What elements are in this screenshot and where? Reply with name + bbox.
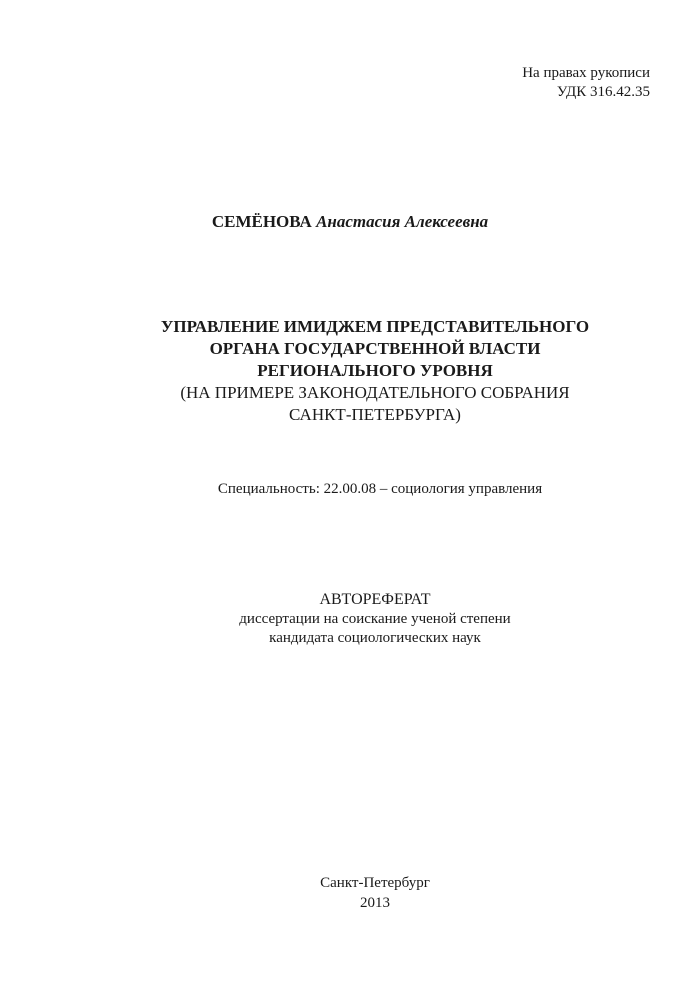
- subtitle-line-2: САНКТ-ПЕТЕРБУРГА): [289, 405, 461, 424]
- rights-line: На правах рукописи: [522, 65, 650, 81]
- imprint-year: 2013: [360, 895, 390, 911]
- imprint-city: Санкт-Петербург: [320, 875, 430, 891]
- abstract-line-2: кандидата социологических наук: [269, 630, 481, 646]
- manuscript-rights-block: [522, 64, 650, 102]
- author-given-names: Анастасия Алексеевна: [316, 212, 489, 231]
- author-name: [0, 212, 700, 232]
- specialty-line: Специальность: 22.00.08 – социология управления: [217, 481, 543, 497]
- abstract-block: [0, 590, 700, 648]
- title-line-3: РЕГИОНАЛЬНОГО УРОВНЯ: [257, 361, 493, 380]
- abstract-heading: АВТОРЕФЕРАТ: [319, 591, 431, 608]
- abstract-line-1: диссертации на соискание ученой степени: [239, 611, 511, 627]
- title-line-2: ОРГАНА ГОСУДАРСТВЕННОЙ ВЛАСТИ: [209, 339, 541, 358]
- author-surname: СЕМЁНОВА: [211, 212, 312, 231]
- udc-line: УДК 316.42.35: [556, 84, 650, 100]
- subtitle-line-1: (НА ПРИМЕРЕ ЗАКОНОДАТЕЛЬНОГО СОБРАНИЯ: [180, 383, 570, 402]
- dissertation-title: [0, 316, 700, 426]
- title-line-1: УПРАВЛЕНИЕ ИМИДЖЕМ ПРЕДСТАВИТЕЛЬНОГО: [160, 317, 590, 336]
- imprint-block: [0, 873, 700, 913]
